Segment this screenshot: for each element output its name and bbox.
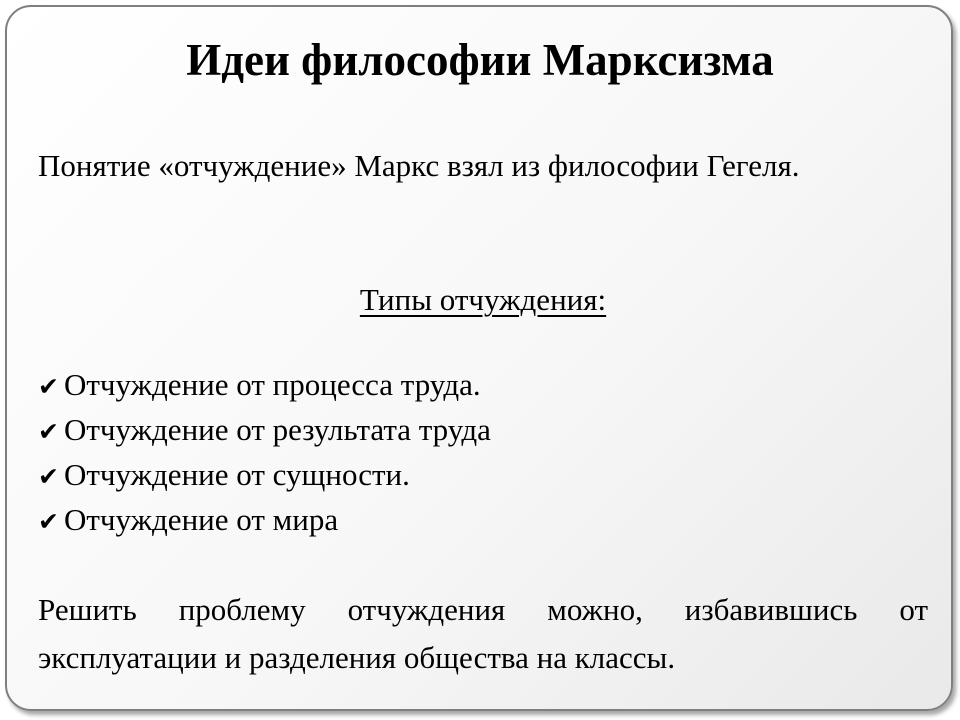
checkmark-icon: ✔: [38, 372, 59, 401]
types-heading-text: Типы отчуждения:: [359, 282, 607, 317]
checkmark-icon: ✔: [38, 507, 59, 536]
list-item: [38, 407, 928, 452]
list-item-text: Отчуждение от сущности.: [64, 457, 410, 492]
list-item: [38, 452, 928, 497]
checkmark-icon: ✔: [38, 462, 59, 491]
list-item-text: Отчуждение от мира: [64, 502, 339, 537]
intro-paragraph: Понятие «отчуждение» Маркс взял из философии Гегеля.: [38, 148, 800, 183]
conclusion-paragraph: Решить проблему отчуждения можно, избавившись от эксплуатации и разделения общества на классы.: [38, 592, 928, 675]
types-heading: [38, 276, 928, 324]
slide-title: Идеи философии Марксизма: [186, 35, 774, 85]
checkmark-icon: ✔: [38, 417, 59, 446]
list-item: [38, 362, 928, 407]
list-item: [38, 497, 928, 542]
list-item-text: Отчуждение от процесса труда.: [64, 367, 481, 402]
list-item-text: Отчуждение от результата труда: [64, 412, 491, 447]
alienation-types-list: [38, 362, 928, 542]
